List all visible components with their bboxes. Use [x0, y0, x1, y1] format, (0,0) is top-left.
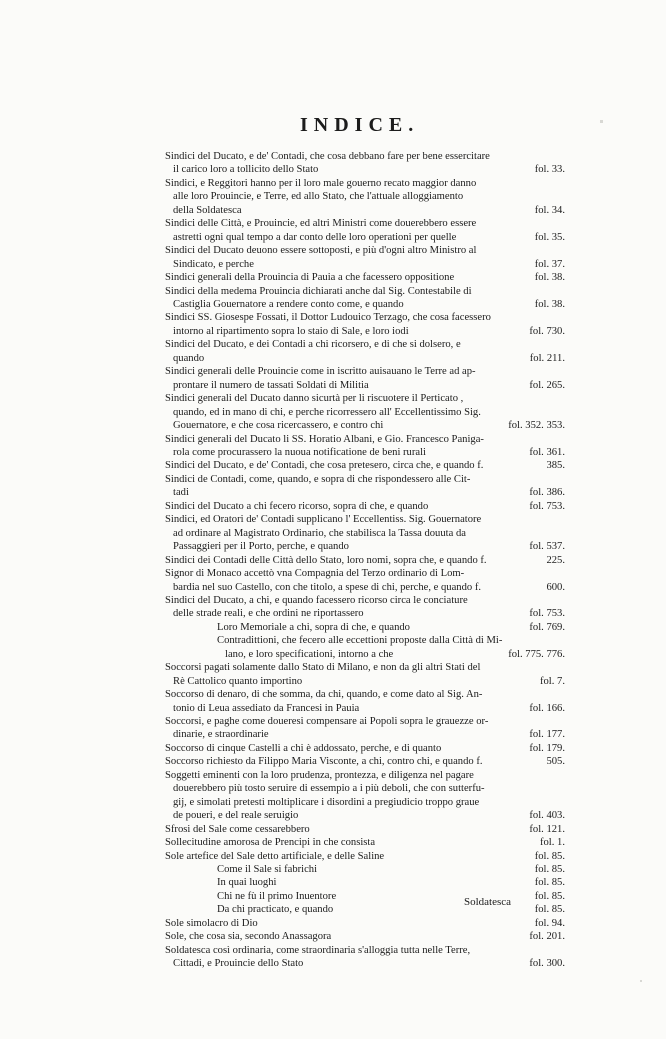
folio-reference: fol. 7. — [539, 675, 565, 687]
folio-reference: fol. 94. — [534, 917, 565, 929]
folio-reference: fol. 201. — [529, 931, 565, 943]
index-entry — [165, 473, 565, 500]
entry-text-line: tonio di Leua assediato da Francesi in Pauia — [173, 702, 360, 714]
entry-text-line: Da chi practicato, e quando — [217, 904, 334, 916]
folio-reference: fol. 753. — [529, 500, 565, 512]
entry-text-line: Chi ne fù il primo Inuentore — [217, 890, 337, 902]
index-subentry — [165, 863, 565, 876]
entry-text-line: Sole, che cosa sia, secondo Anassagora — [165, 931, 332, 943]
folio-reference: fol. 85. — [534, 904, 565, 916]
entry-text-line: Rè Cattolico quanto importino — [173, 675, 303, 687]
index-subentry — [165, 634, 565, 661]
folio-reference: fol. 361. — [529, 446, 565, 458]
entry-text-line: tadi — [173, 487, 189, 499]
entry-text-line: douerebbero più tosto seruire di essempio a i più deboli, che con sutterfu- — [173, 783, 485, 795]
entry-text-line: Sindici dei Contadi delle Città dello Stato, loro nomi, sopra che, e quando f. — [165, 554, 487, 566]
entry-text-line: gij, e simolati pretesti moltiplicare i disordini a pregiudicio troppo graue — [173, 796, 480, 808]
folio-reference: fol. 265. — [529, 379, 565, 391]
entry-text-line: Sindici del Ducato, a chi, e quando facessero ricorso circa le conciature — [165, 594, 468, 606]
index-entry — [165, 917, 565, 930]
entry-text-line: Castiglia Gouernatore a rendere conto come, e quando — [173, 298, 404, 310]
folio-reference: fol. 730. — [529, 325, 565, 337]
entry-text-line: rola come procurassero la nuoua notificatione de beni rurali — [173, 446, 426, 458]
index-entry — [165, 715, 565, 742]
entry-text-line: Cittadi, e Prouincie dello Stato — [173, 958, 304, 970]
entry-text-line: Soccorsi pagati solamente dallo Stato di Milano, e non da gli altri Stati del — [165, 662, 481, 674]
folio-reference: fol. 177. — [529, 729, 565, 741]
folio-reference: fol. 38. — [534, 298, 565, 310]
entry-text-line: Soldatesca così ordinaria, come straordinaria s'alloggia tutta nelle Terre, — [165, 944, 471, 956]
index-entry — [165, 459, 565, 472]
entry-text-line: Sindici SS. Giosespe Fossati, il Dottor Ludouico Terzago, che cosa facessero — [165, 312, 491, 324]
entry-text-line: prontare il numero de tassati Soldati di Militia — [173, 379, 369, 391]
folio-reference: 505. — [546, 756, 565, 768]
entry-text-line: Sindici della medema Prouincia dichiarati anche dal Sig. Contestabile di — [165, 285, 472, 297]
index-entry — [165, 513, 565, 553]
folio-reference: fol. 1. — [539, 837, 565, 849]
entry-text-line: Sollecitudine amorosa de Prencipi in che consista — [165, 837, 376, 849]
index-entry — [165, 944, 565, 971]
folio-reference: 225. — [546, 554, 565, 566]
entry-text-line: Loro Memoriale a chi, sopra di che, e quando — [217, 621, 410, 633]
index-entry — [165, 567, 565, 594]
folio-reference: fol. 34. — [534, 204, 565, 216]
folio-reference: fol. 769. — [529, 621, 565, 633]
entry-text-line: Sindici generali del Ducato danno sicurtà per li riscuotere il Perticato , — [165, 393, 464, 405]
index-entry — [165, 836, 565, 849]
entry-text-line: delle strade reali, e che ordini ne riportassero — [173, 608, 364, 620]
entry-text-line: Sindici del Ducato, e dei Contadi a chi ricorsero, e di che si dolsero, e — [165, 339, 461, 351]
entry-text-line: intorno al ripartimento sopra lo staio di Sale, e loro iodi — [173, 325, 409, 337]
entry-text-line: alle loro Prouincie, e Terre, ed allo Stato, che l'attuale alloggiamento — [173, 191, 464, 203]
index-entry — [165, 554, 565, 567]
folio-reference: fol. 33. — [534, 164, 565, 176]
entry-text-line: Sindici de Contadi, come, quando, e sopra di che rispondessero alle Cit- — [165, 473, 471, 485]
entry-text-line: Passaggieri per il Porto, perche, e quando — [173, 541, 349, 553]
folio-reference: fol. 121. — [529, 823, 565, 835]
entry-text-line: quando, ed in mano di chi, e perche ricorressero all' Eccellentissimo Sig. — [173, 406, 481, 418]
folio-reference: fol. 211. — [529, 352, 565, 364]
index-entry — [165, 338, 565, 365]
folio-reference: fol. 85. — [534, 877, 565, 889]
entry-text-line: Sindici generali della Prouincia di Pauia a che facessero oppositione — [165, 272, 455, 284]
entry-text-line: Soccorso richiesto da Filippo Maria Visconte, a chi, contro chi, e quando f. — [165, 756, 483, 768]
folio-reference: fol. 775. 776. — [508, 648, 565, 660]
entry-text-line: ad ordinare al Magistrato Ordinario, che stabilisca la Tassa douuta da — [173, 527, 466, 539]
folio-reference: fol. 300. — [529, 958, 565, 970]
entry-text-line: astretti ogni qual tempo a dar conto delle loro operationi per quelle — [173, 231, 457, 243]
entry-text-line: bardia nel suo Castello, con che titolo, a spese di chi, perche, e quando f. — [173, 581, 482, 593]
entry-text-line: Soccorso di cinque Castelli a chi è addossato, perche, e di quanto — [165, 742, 442, 754]
folio-reference: fol. 166. — [529, 702, 565, 714]
entry-text-line: Soccorsi, e paghe come doueresi compensare ai Popoli sopra le grauezze or- — [165, 716, 489, 728]
entry-text-line: Sindici del Ducato a chi fecero ricorso, sopra di che, e quando — [165, 500, 429, 512]
index-entry — [165, 930, 565, 943]
folio-reference: fol. 753. — [529, 608, 565, 620]
index-entry — [165, 433, 565, 460]
entry-text-line: Sfrosi del Sale come cessarebbero — [165, 823, 310, 835]
folio-reference: 385. — [546, 460, 565, 472]
folio-reference: fol. 85. — [534, 850, 565, 862]
entry-text-line: Sindici generali del Ducato li SS. Horatio Albani, e Gio. Francesco Paniga- — [165, 433, 484, 445]
folio-reference: fol. 37. — [534, 258, 565, 270]
entry-text-line: quando — [173, 352, 205, 364]
entry-text-line: il carico loro a tollicito dello Stato — [173, 164, 319, 176]
index-entry — [165, 850, 565, 863]
entry-text-line: dinarie, e straordinarie — [173, 729, 269, 741]
folio-reference: fol. 85. — [534, 890, 565, 902]
folio-reference: fol. 537. — [529, 541, 565, 553]
index-entry — [165, 500, 565, 513]
index-entry — [165, 150, 565, 177]
entry-text-line: Sole artefice del Sale detto artificiale, e delle Saline — [165, 850, 385, 862]
index-entry — [165, 365, 565, 392]
entry-text-line: Sindici delle Città, e Prouincie, ed altri Ministri come douerebbero essere — [165, 218, 477, 230]
entry-text-line: Come il Sale si fabrichi — [217, 864, 318, 876]
entry-text-line: Contradittioni, che fecero alle eccettioni proposte dalla Città di Mi- — [217, 635, 503, 647]
index-entry — [165, 823, 565, 836]
index-entry — [165, 392, 565, 432]
folio-reference: 600. — [546, 581, 565, 593]
entry-text-line: Sindicato, e perche — [173, 258, 254, 270]
folio-reference: fol. 35. — [534, 231, 565, 243]
index-subentry — [165, 876, 565, 889]
catchword: Soldatesca — [464, 896, 512, 908]
folio-reference: fol. 386. — [529, 487, 565, 499]
folio-reference: fol. 352. 353. — [508, 420, 565, 432]
entry-text-line: Soggetti eminenti con la loro prudenza, prontezza, e diligenza nel pagare — [165, 769, 474, 781]
index-entry — [165, 742, 565, 755]
index-entry — [165, 661, 565, 688]
entry-text-line: Gouernatore, e che cosa ricercassero, e contro chi — [173, 420, 384, 432]
index-entry — [165, 594, 565, 621]
index-entry — [165, 244, 565, 271]
entry-text-line: Soccorso di denaro, di che somma, da chi, quando, e come dato al Sig. An- — [165, 689, 483, 701]
folio-reference: fol. 38. — [534, 272, 565, 284]
index-entry — [165, 755, 565, 768]
entry-text-line: Sindici, ed Oratori de' Contadi supplicano l' Eccellentiss. Sig. Gouernatore — [165, 514, 482, 526]
folio-reference: fol. 179. — [529, 742, 565, 754]
scan-speck — [640, 980, 642, 982]
index-entry — [165, 311, 565, 338]
entry-text-line: Sole simolacro di Dio — [165, 917, 258, 929]
entry-text-line: Sindici generali delle Prouincie come in iscritto auisauano le Terre ad ap- — [165, 366, 476, 378]
entry-text-line: Sindici, e Reggitori hanno per il loro male gouerno recato maggior danno — [165, 177, 477, 189]
index-entry — [165, 769, 565, 823]
entry-text-line: Signor di Monaco accettò vna Compagnia del Terzo ordinario di Lom- — [165, 568, 465, 580]
index-entry — [165, 217, 565, 244]
folio-reference: fol. 85. — [534, 864, 565, 876]
entry-text-line: Sindici del Ducato, e de' Contadi, che cosa pretesero, circa che, e quando f. — [165, 460, 484, 472]
entry-text-line: Sindici del Ducato deuono essere sottoposti, e più d'ogni altro Ministro al — [165, 245, 477, 257]
index-entry — [165, 285, 565, 312]
entry-text-line: In quai luoghi — [217, 877, 277, 889]
index-entry — [165, 271, 565, 284]
index-entry — [165, 177, 565, 217]
entry-text-line: della Soldatesca — [173, 204, 242, 216]
folio-reference: fol. 403. — [529, 810, 565, 822]
entry-text-line: lano, e loro specificationi, intorno a che — [225, 648, 394, 660]
index-entries — [165, 150, 565, 971]
scan-speck — [600, 120, 603, 123]
page-title: INDICE. — [300, 114, 420, 136]
entry-text-line: de poueri, e del reale seruigio — [173, 810, 299, 822]
index-entry — [165, 688, 565, 715]
entry-text-line: Sindici del Ducato, e de' Contadi, che cosa debbano fare per bene essercitare — [165, 151, 490, 162]
index-subentry — [165, 621, 565, 634]
